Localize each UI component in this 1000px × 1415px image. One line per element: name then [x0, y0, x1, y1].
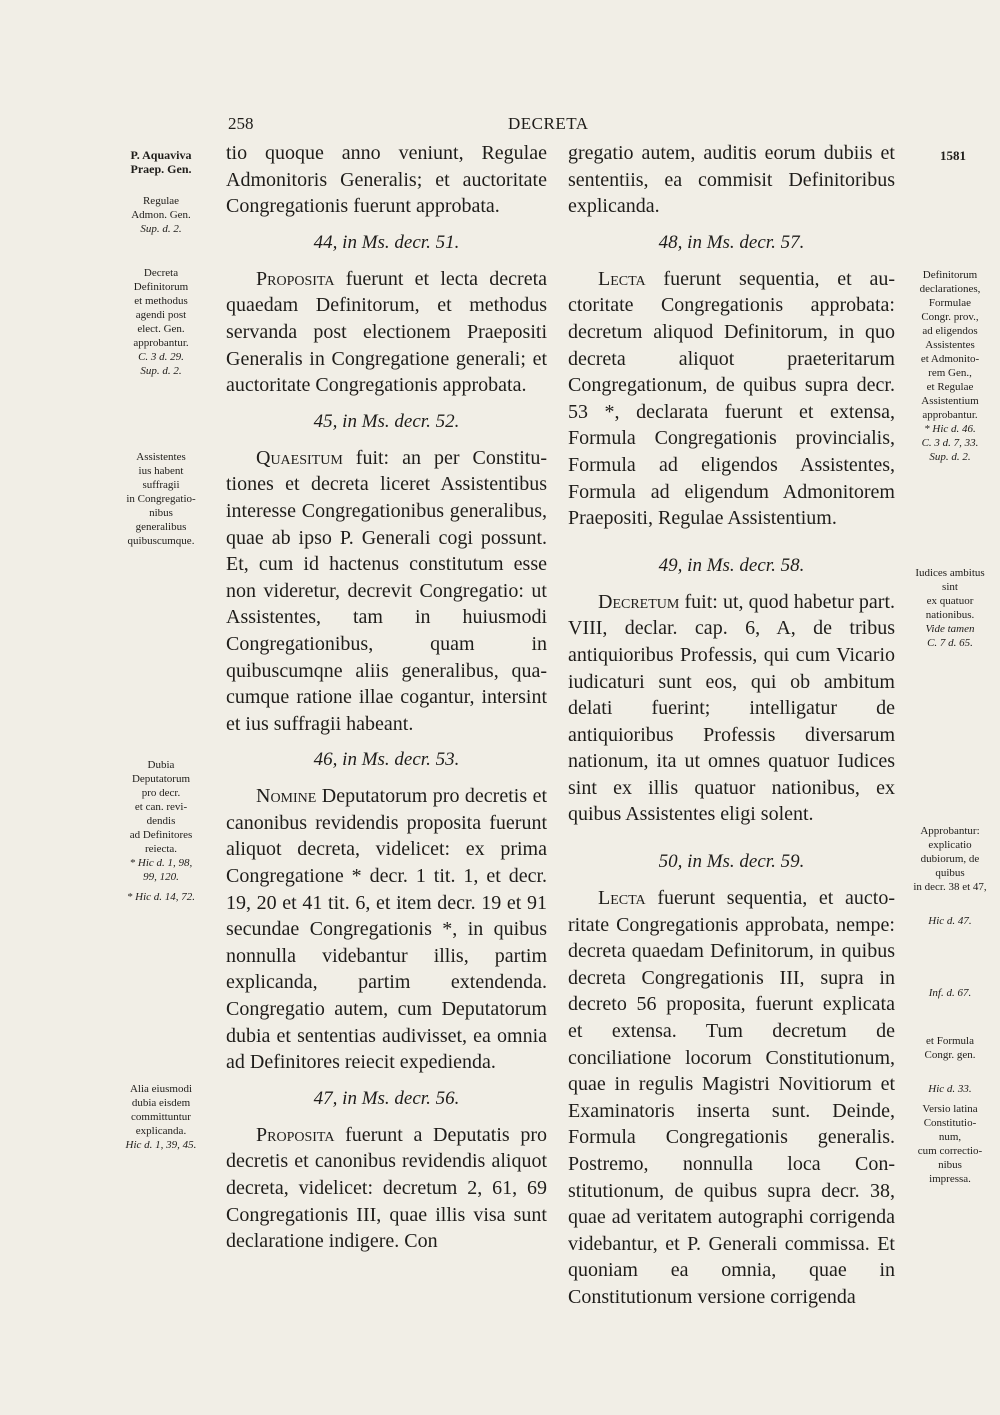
year-marker: 1581 — [940, 148, 966, 163]
decree-50-lead: Lecta — [598, 887, 646, 910]
margin-ref-hic-33 — [905, 1082, 995, 1096]
margin-line: * Hic d. 14, 72. — [126, 891, 196, 903]
margin-line: nibus — [938, 1159, 962, 1171]
margin-note-decreta — [110, 266, 212, 378]
margin-line: agendi post — [135, 309, 187, 321]
margin-line: Assistentes — [925, 339, 975, 351]
margin-line: in decr. 38 et 47, — [913, 881, 987, 893]
decree-heading-44: 44, in Ms. decr. 51. — [313, 231, 460, 253]
margin-line: dubiorum, de — [920, 853, 980, 865]
left-column — [226, 140, 547, 1255]
decree-49-body: fuit: ut, quod habetur part. VIII, declar. cap. 6, A, de tribus antiquioribus Professis, qui cum Vicario iudicaturi sunt eos, qui ob ambitum delati fuerint; intelligatur de antiquioribus Professis diversarum nationum, ita ut omnes quatuor Iudices sint ex illis quatuor nationibus, ex quibus Assistentes eligi solent. — [568, 590, 895, 826]
margin-line: rem Gen., — [928, 367, 972, 379]
margin-line: Hic d. 1, 39, 45. — [125, 1139, 197, 1151]
decree-44-text — [226, 266, 547, 399]
margin-line: Approbantur: — [920, 825, 980, 837]
decree-49-text — [568, 589, 895, 828]
margin-author — [110, 148, 212, 176]
decree-heading-48: 48, in Ms. decr. 57. — [658, 231, 805, 253]
margin-line: Sup. d. 2. — [140, 365, 182, 377]
margin-line: Congr. prov., — [921, 311, 979, 323]
margin-line: Definitorum — [922, 269, 978, 281]
margin-line: Hic d. 33. — [928, 1083, 972, 1095]
decree-46-text — [226, 783, 547, 1076]
margin-line: P. Aquaviva — [130, 148, 192, 162]
margin-line: et Admonito- — [920, 353, 980, 365]
margin-line: Assistentium — [921, 395, 979, 407]
margin-note-alia-dubia — [110, 1082, 212, 1152]
decree-49-lead: Decretum — [598, 590, 680, 613]
margin-line: * Hic d. 1, 98, — [129, 857, 193, 869]
margin-line: Deputatorum — [131, 773, 191, 785]
decree-46-lead: Nomine — [256, 785, 317, 808]
margin-line: Constitutio- — [923, 1117, 977, 1129]
margin-line: nibus — [149, 507, 173, 519]
margin-line: elect. Gen. — [137, 323, 185, 335]
margin-line: sint — [942, 581, 958, 593]
margin-line: explicatio — [928, 839, 972, 851]
margin-line: Dubia — [147, 759, 175, 771]
margin-note-formula — [905, 1034, 995, 1062]
margin-note-dubia — [110, 758, 212, 904]
page-number: 258 — [228, 114, 254, 133]
margin-note-regulae — [110, 194, 212, 236]
decree-46-body: Deputatorum pro decretis et canonibus revidendis proposita fuerunt aliquot decreta, videlicet: ex prima Congregatione * decr. 1 tit. 1, et decr. 19, 20 et 41 tit. 6, et item decr. 19 et 91 secundae Congregationis *, in quibus nonnulla videbantur illis, partim explicanda, partim extendenda. Congregatio autem, cum Deputatorum dubia et sententias audivisset, ea omnia ad Definitores reiecit expedienda. — [226, 785, 547, 1074]
margin-line: ad eligendos — [922, 325, 978, 337]
margin-line: quibuscumque. — [127, 535, 195, 547]
margin-note-assistentes — [110, 450, 212, 548]
margin-line: Assistentes — [136, 451, 186, 463]
decree-45-body: fuit: an per Constitutiones et decreta liceret Assistentibus interesse Congregationibus generalibus, quae ab ipso P. Generali cogi possunt. Et, cum id hactenus constitutum esse non videretur, decrevit Congregatio: ut Assistentes, tam in huiusmodi Congregationibus, quam in quibuscumqne aliis generalibus, quacumque ratione illae cogantur, intersint et ius suffragii habeant. — [226, 446, 547, 735]
margin-ref-inf-67 — [905, 986, 995, 1000]
margin-line: et Regulae — [926, 381, 974, 393]
decree-48-body: fuerunt sequentia, et auctoritate Congregationis approbata: decretum aliquod Definitorum, in quo decreta aliquot praeteritarum Congregationum, de quibus supra decr. 53 *, declarata fuerunt et extensa, Formula Congregationis provincialis, Formula ad eligendos Assistentes, Formula ad eligendum Admonitorem Praepositi, Regulae Assistentium. — [568, 267, 895, 530]
margin-line: dubia eisdem — [131, 1097, 191, 1109]
margin-line: reiecta. — [144, 843, 178, 855]
decree-heading-50: 50, in Ms. decr. 59. — [658, 851, 805, 873]
margin-line: C. 3 d. 29. — [138, 351, 184, 363]
margin-line: approbantur. — [922, 409, 978, 421]
decree-50-body: fuerunt sequentia, et auctoritate Congregationis approbata, nempe: decreta quaedam Definitorum, in quibus decreta Congregationis III, supra in decreto 56 proposita, fuerunt explicata et extensa. Tum decretum de conciliatione locorum Constitutionum, quae in regulis Magistri Novitiorum et Examinatoris inserta sunt. Deinde, Formula Congregationis generalis. Postremo, nonnulla loca Constitutionum, de quibus supra decr. 38, quae ad veritatem autographi corrigenda videbantur, et P. Generali commissa. Et quoniam ea omnia, quae in Constitutionum versione corrigenda — [568, 887, 895, 1308]
margin-line: nationibus. — [925, 609, 975, 621]
margin-line: in Congregatio- — [126, 493, 196, 505]
margin-line: Admon. Gen. — [131, 209, 191, 221]
decree-45-text — [226, 445, 547, 738]
decree-48-text — [568, 266, 895, 532]
decree-48-lead: Lecta — [598, 267, 646, 290]
margin-line: Versio latina — [922, 1103, 978, 1115]
margin-line: Definitorum — [133, 281, 189, 293]
decree-heading-49: 49, in Ms. decr. 58. — [658, 554, 805, 576]
margin-line: Regulae — [142, 195, 180, 207]
margin-line: pro decr. — [141, 787, 181, 799]
margin-line: ius habent — [138, 465, 184, 477]
margin-line: Sup. d. 2. — [140, 223, 182, 235]
margin-line: committuntur — [131, 1111, 191, 1123]
margin-line: et Formula — [926, 1035, 974, 1047]
margin-line: num, — [938, 1131, 962, 1143]
margin-line: * Hic d. 46. — [924, 423, 976, 435]
margin-line: Hic d. 47. — [928, 915, 972, 927]
margin-line: cum correctio- — [917, 1145, 983, 1157]
margin-note-approbantur — [905, 824, 995, 894]
margin-line: approbantur. — [133, 337, 189, 349]
paragraph-continued: gregatio autem, auditis eorum dubiis et sententiis, ea commisit Definitoribus explicanda. — [568, 142, 895, 218]
decree-heading-47: 47, in Ms. decr. 56. — [313, 1087, 460, 1109]
margin-line: Praep. Gen. — [130, 162, 192, 176]
margin-line: suffragii — [142, 479, 180, 491]
margin-note-iudices — [905, 566, 995, 650]
margin-note-versio — [905, 1102, 995, 1186]
margin-note-definitorum — [905, 268, 995, 464]
margin-line: quibus — [935, 867, 965, 879]
margin-line: declarationes, — [919, 283, 981, 295]
decree-44-lead: Proposita — [256, 267, 335, 290]
decree-47-lead: Proposita — [256, 1123, 335, 1146]
margin-line: Inf. d. 67. — [928, 987, 972, 999]
decree-45-lead: Quaesitum — [256, 446, 343, 469]
margin-line: Vide tamen — [925, 623, 975, 635]
margin-line: generalibus — [135, 521, 187, 533]
margin-line: Formulae — [928, 297, 972, 309]
margin-line: C. 3 d. 7, 33. — [921, 437, 979, 449]
margin-line: et can. revi- — [134, 801, 188, 813]
margin-line: Sup. d. 2. — [929, 451, 971, 463]
margin-line: Alia eiusmodi — [129, 1083, 193, 1095]
margin-line: Decreta — [143, 267, 179, 279]
margin-line: C. 7 d. 65. — [927, 637, 973, 649]
margin-line: et methodus — [134, 295, 188, 307]
decree-50-text — [568, 885, 895, 1311]
margin-line: 99, 120. — [143, 871, 179, 883]
margin-ref-hic-47 — [905, 914, 995, 928]
decree-heading-45: 45, in Ms. decr. 52. — [313, 410, 460, 432]
margin-line: Congr. gen. — [924, 1049, 976, 1061]
margin-line: ad Definitores — [129, 829, 193, 841]
right-column — [568, 140, 895, 1311]
margin-line: explicanda. — [135, 1125, 187, 1137]
running-head: DECRETA — [508, 114, 589, 133]
margin-line: dendis — [146, 815, 176, 827]
paragraph-continued: tio quoque anno veniunt, Regulae Admonitoris Generalis; et auctoritate Congregationis fuerunt approbata. — [226, 142, 547, 218]
margin-line: ex quatuor — [926, 595, 974, 607]
margin-line: Iudices ambitus — [915, 567, 985, 579]
margin-line: impressa. — [929, 1173, 971, 1185]
decree-47-text — [226, 1122, 547, 1255]
decree-heading-46: 46, in Ms. decr. 53. — [313, 749, 460, 771]
decree-44-body: fuerunt et lecta decreta quaedam Definitorum, et methodus servanda post electionem Praepositi Generalis in Congregatione generali; et auctoritate Congregationis approbata. — [226, 267, 547, 397]
decree-47-body: fuerunt a Deputatis pro decretis et canonibus revidendis aliquot decreta, videlicet: decretum 2, 61, 69 Congregationis III, quae illis visa sunt declaratione indigere. Con — [226, 1123, 547, 1253]
